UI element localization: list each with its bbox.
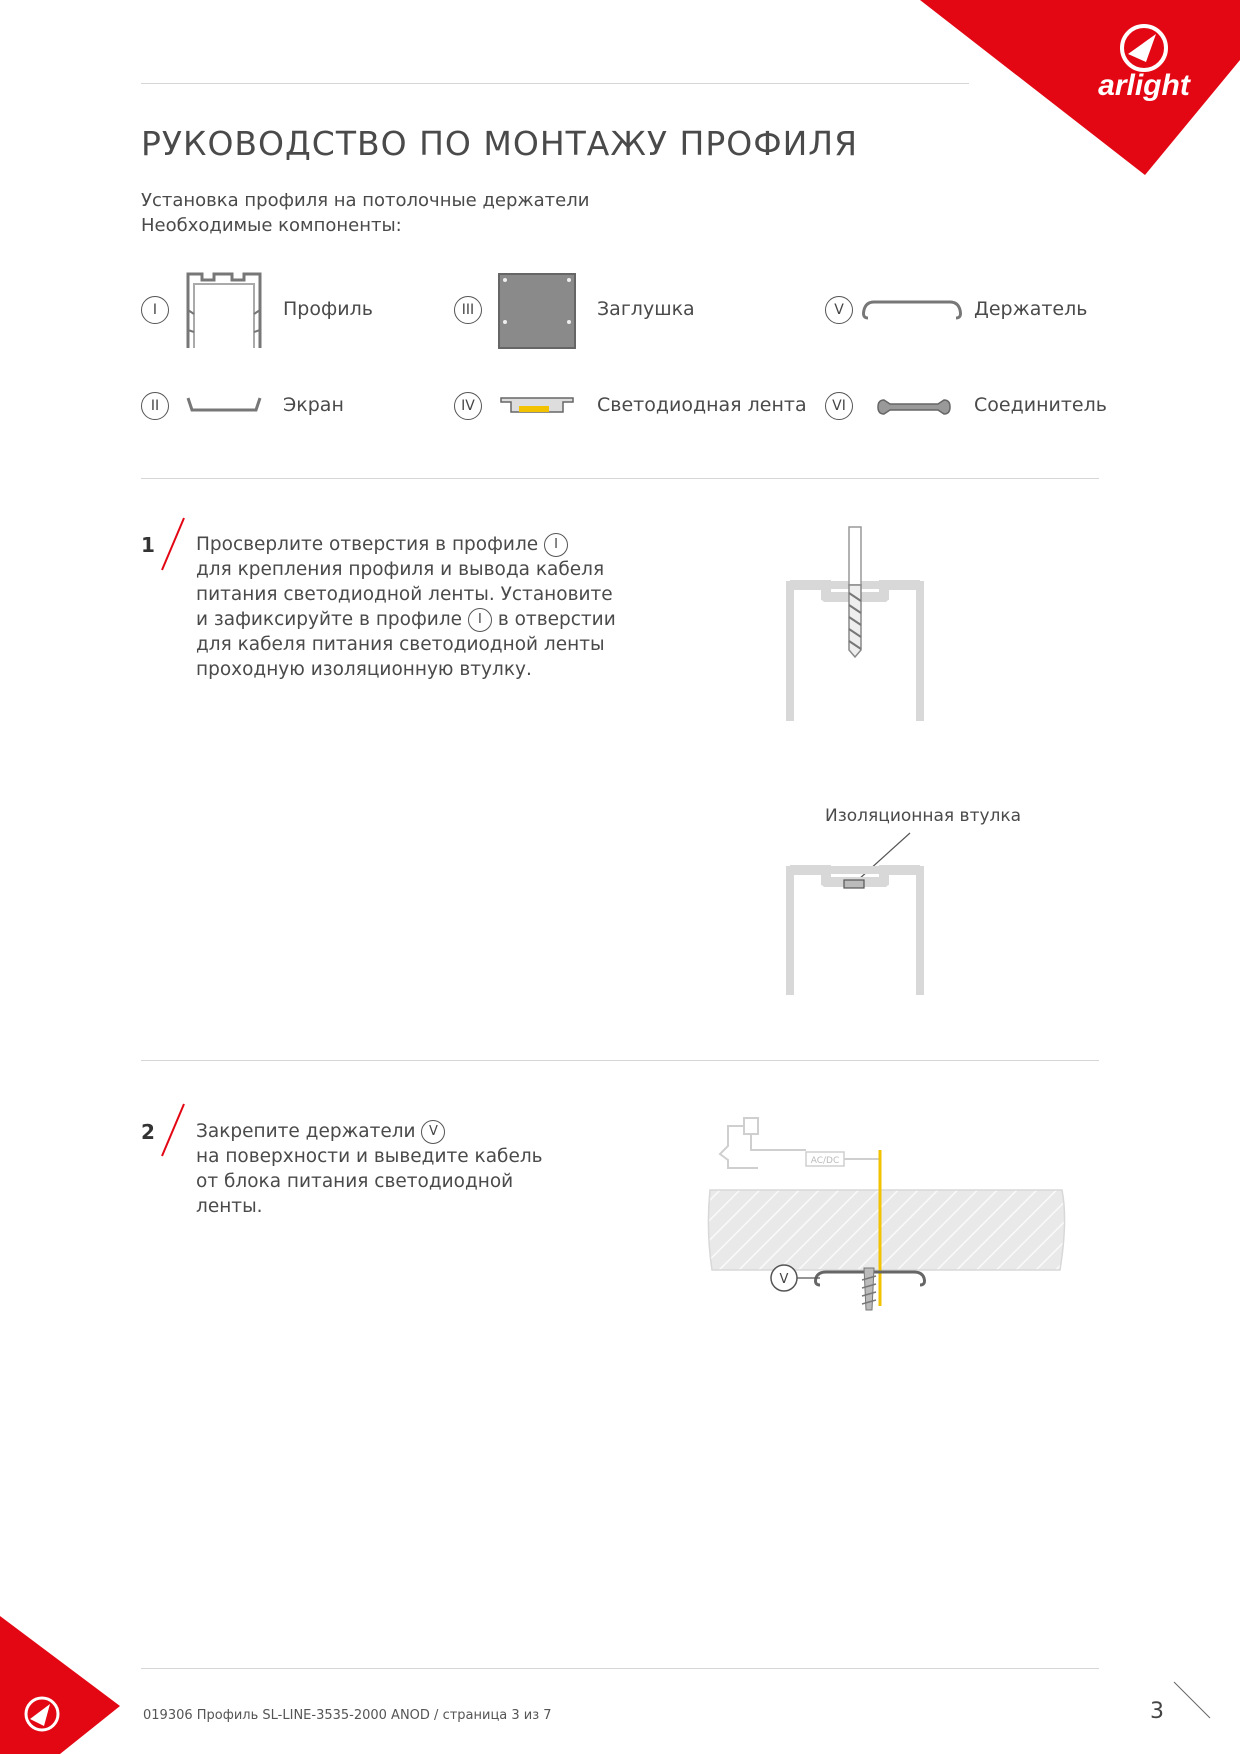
step-2-line-2: на поверхности и выведите кабель [196, 1146, 543, 1167]
holder-icon [862, 296, 962, 324]
step-1-line-6: проходную изоляционную втулку. [196, 659, 532, 680]
step-1-line-4a: и зафиксируйте в профиле [196, 609, 463, 630]
brand-name: arlight [1098, 69, 1190, 102]
component-num-1: I [141, 296, 169, 324]
grommet-profile-illustration [780, 825, 930, 1000]
psu-plug-icon [720, 1118, 806, 1168]
step-1-ref-2: I [468, 608, 492, 632]
step-1-line-5: для кабеля питания светодиодной ленты [196, 634, 605, 655]
ceiling-mount-illustration [700, 1110, 1070, 1340]
psu-label: AC/DC [810, 1156, 840, 1166]
section-divider-2 [141, 1060, 1099, 1061]
screw-icon [862, 1268, 876, 1310]
step-1-ref-1: I [544, 533, 568, 557]
step-1-line-1: Просверлите отверстия в профиле [196, 534, 539, 555]
component-label-2: Экран [283, 394, 344, 416]
component-num-5: V [825, 296, 853, 324]
section-divider-1 [141, 478, 1099, 479]
component-label-5: Держатель [974, 298, 1088, 320]
footer-corner-logo [0, 1616, 120, 1754]
step-2-text [196, 1119, 543, 1219]
footer-doc-info: 019306 Профиль SL-LINE-3535-2000 ANOD / страница 3 из 7 [143, 1708, 552, 1723]
step-2-slash [158, 1102, 188, 1158]
screen-icon [186, 396, 262, 416]
end-cap-icon [497, 272, 577, 350]
component-label-4: Светодиодная лента [597, 394, 807, 416]
subtitle-2: Необходимые компоненты: [141, 215, 402, 236]
component-label-3: Заглушка [597, 298, 695, 320]
holder-ref: V [779, 1272, 789, 1287]
connector-icon [876, 396, 952, 418]
drill-profile-illustration [780, 525, 930, 725]
step-1-text [196, 532, 616, 682]
grommet-callout: Изоляционная втулка [825, 806, 1022, 826]
step-1-line-3: питания светодиодной ленты. Установите [196, 584, 613, 605]
step-1-number: 1 [141, 533, 155, 557]
step-2-ref: V [421, 1120, 445, 1144]
step-2-line-4: ленты. [196, 1196, 263, 1217]
step-1-line-4b: в отверстии [497, 609, 616, 630]
page-number: 3 [1150, 1699, 1164, 1724]
step-2-line-3: от блока питания светодиодной [196, 1171, 514, 1192]
step-1-slash [158, 516, 188, 572]
profile-icon [184, 270, 264, 350]
component-label-6: Соединитель [974, 394, 1107, 416]
component-num-6: VI [825, 392, 853, 420]
subtitle-1: Установка профиля на потолочные держатели [141, 190, 590, 211]
step-2-line-1: Закрепите держатели [196, 1121, 416, 1142]
component-label-1: Профиль [283, 298, 373, 320]
component-num-4: IV [454, 392, 482, 420]
step-1-line-2: для крепления профиля и вывода кабеля [196, 559, 605, 580]
footer-rule [141, 1668, 1099, 1669]
corner-logo-badge [920, 0, 1240, 175]
led-strip-icon [499, 396, 575, 416]
page-title: РУКОВОДСТВО ПО МОНТАЖУ ПРОФИЛЯ [141, 124, 859, 163]
component-num-3: III [454, 296, 482, 324]
page-corner-slash [1172, 1680, 1212, 1720]
component-num-2: II [141, 392, 169, 420]
step-2-number: 2 [141, 1120, 155, 1144]
top-rule [141, 83, 969, 84]
